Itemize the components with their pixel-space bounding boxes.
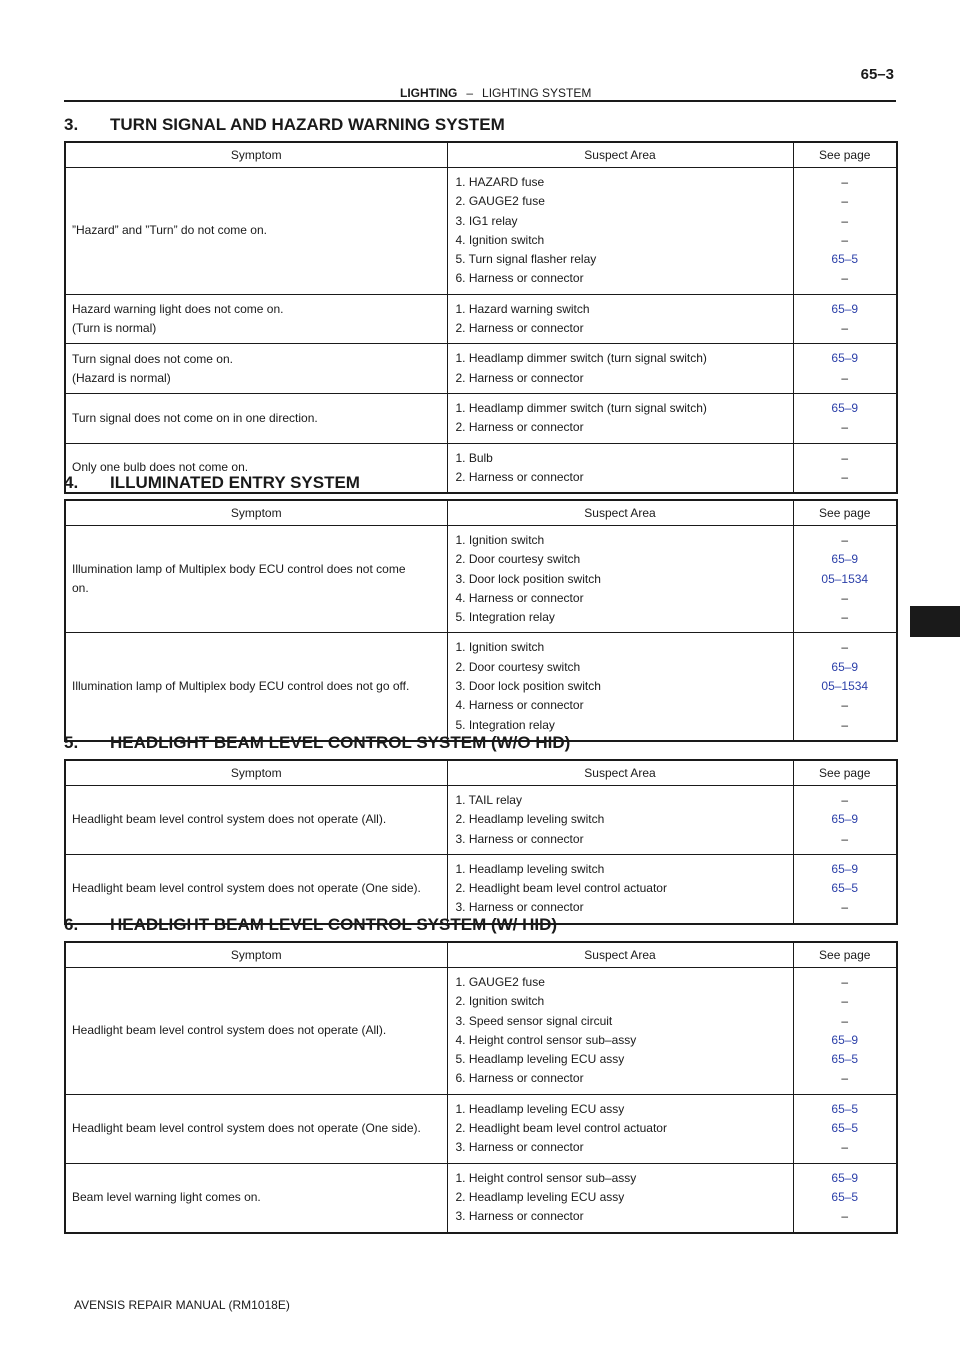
section-title [64, 913, 896, 937]
page-reference-link[interactable]: 65–9 [831, 1170, 859, 1185]
suspect-area-item: 1. GAUGE2 fuse [455, 975, 545, 989]
page-reference-none: – [841, 450, 849, 465]
table-row [65, 526, 897, 633]
symptom-text: Headlight beam level control system does not operate (One side). [72, 881, 421, 896]
page-reference-none: – [841, 1071, 849, 1086]
page-reference-none: – [841, 533, 849, 547]
see-page-header: See page [793, 142, 897, 168]
symptom-text: Hazard warning light does not come on. [72, 302, 284, 317]
see-page-header: See page [793, 760, 897, 786]
suspect-area-item: 6. Harness or connector [455, 1071, 584, 1086]
suspect-area-item: 1. TAIL relay [455, 793, 522, 807]
troubleshooting-table [64, 141, 898, 494]
suspect-area-item: 1. Hazard warning switch [455, 301, 590, 316]
see-page-cell [793, 968, 897, 1095]
suspect-area-cell [447, 344, 793, 394]
section-title-text: HEADLIGHT BEAM LEVEL CONTROL SYSTEM (W/ HID) [110, 915, 558, 934]
suspect-area-item: 4. Height control sensor sub–assy [455, 1032, 637, 1047]
header-separator: – [466, 86, 474, 100]
page-reference-none: – [841, 717, 849, 732]
page-reference-link[interactable]: 65–9 [831, 351, 859, 366]
page-reference-link[interactable]: 05–1534 [821, 571, 869, 586]
suspect-area-item: 1. HAZARD fuse [455, 175, 545, 189]
running-header [400, 86, 591, 100]
page-reference-none: – [841, 793, 849, 807]
suspect-area-cell [447, 393, 793, 443]
table-row [65, 1094, 897, 1163]
suspect-area-header: Suspect Area [447, 142, 793, 168]
page-reference-none: – [841, 831, 849, 846]
suspect-area-item: 1. Height control sensor sub–assy [455, 1170, 637, 1185]
see-page-cell [793, 633, 897, 741]
page-reference-none: – [841, 194, 849, 209]
suspect-area-item: 2. Harness or connector [455, 420, 584, 435]
page-reference-none: – [841, 698, 849, 713]
section-number: 6. [64, 915, 79, 934]
suspect-area-item: 3. Harness or connector [455, 831, 584, 846]
see-page-header: See page [793, 942, 897, 968]
suspect-area-cell [447, 1094, 793, 1163]
symptom-text: Turn signal does not come on in one direction. [72, 410, 318, 425]
suspect-area-item: 1. Headlamp leveling switch [455, 861, 605, 876]
troubleshooting-table [64, 941, 898, 1234]
chapter-name: LIGHTING [400, 86, 458, 100]
suspect-area-cell [447, 633, 793, 741]
page-reference-link[interactable]: 65–9 [831, 1032, 859, 1047]
suspect-area-header: Suspect Area [447, 942, 793, 968]
section-number: 3. [64, 115, 79, 134]
section-number: 4. [64, 473, 79, 492]
page-reference-link[interactable]: 65–5 [831, 1052, 859, 1067]
suspect-area-item: 3. Door lock position switch [455, 679, 601, 694]
suspect-area-item: 2. Headlight beam level control actuator [455, 1121, 667, 1136]
suspect-area-cell [447, 526, 793, 633]
suspect-area-item: 2. Harness or connector [455, 469, 584, 484]
suspect-area-item: 1. Bulb [455, 450, 493, 465]
symptom-text: Headlight beam level control system does not operate (All). [72, 1023, 387, 1038]
table-row [65, 1163, 897, 1232]
page-reference-link[interactable]: 65–9 [831, 812, 859, 827]
see-page-cell [793, 344, 897, 394]
symptom-text: Illumination lamp of Multiplex body ECU control does not come [72, 562, 406, 577]
page-reference-none: – [841, 1013, 849, 1028]
table-header-row [65, 942, 897, 968]
page-reference-link[interactable]: 65–9 [831, 659, 859, 674]
suspect-area-item: 6. Harness or connector [455, 271, 584, 286]
section-turn-signal [64, 113, 896, 494]
page-reference-link[interactable]: 65–5 [831, 1189, 859, 1204]
symptom-header: Symptom [65, 760, 447, 786]
table-row [65, 393, 897, 443]
table-header-row [65, 142, 897, 168]
symptom-cell [65, 786, 447, 855]
table-header-row [65, 760, 897, 786]
page-reference-none: – [841, 900, 849, 915]
section-beam-level-wo-hid [64, 731, 896, 925]
suspect-area-cell [447, 968, 793, 1095]
section-title-text: TURN SIGNAL AND HAZARD WARNING SYSTEM [110, 115, 505, 134]
suspect-area-item: 3. Harness or connector [455, 1140, 584, 1155]
suspect-area-cell [447, 786, 793, 855]
suspect-area-cell [447, 168, 793, 295]
see-page-cell [793, 526, 897, 633]
see-page-cell [793, 168, 897, 295]
suspect-area-item: 2. Harness or connector [455, 370, 584, 385]
page-reference-none: – [841, 175, 849, 189]
page-reference-link[interactable]: 05–1534 [821, 679, 869, 694]
page-number: 65–3 [860, 66, 894, 83]
section-illuminated-entry [64, 471, 896, 742]
suspect-area-cell [447, 1163, 793, 1232]
suspect-area-item: 1. Headlamp dimmer switch (turn signal switch) [455, 351, 707, 366]
see-page-cell [793, 786, 897, 855]
see-page-cell [793, 294, 897, 344]
symptom-text: Beam level warning light comes on. [72, 1190, 261, 1205]
page-reference-link[interactable]: 65–9 [831, 861, 859, 876]
symptom-cell [65, 393, 447, 443]
suspect-area-item: 4. Ignition switch [455, 232, 545, 247]
symptom-text: Illumination lamp of Multiplex body ECU control does not go off. [72, 679, 410, 694]
suspect-area-item: 5. Integration relay [455, 610, 555, 625]
manual-footer: AVENSIS REPAIR MANUAL (RM1018E) [74, 1298, 290, 1312]
suspect-area-item: 5. Integration relay [455, 717, 555, 732]
suspect-area-item: 4. Harness or connector [455, 698, 584, 713]
page-reference-none: – [841, 610, 849, 625]
symptom-text: (Turn is normal) [72, 321, 157, 336]
suspect-area-item: 3. Harness or connector [455, 1209, 584, 1224]
symptom-cell [65, 294, 447, 344]
symptom-header: Symptom [65, 942, 447, 968]
symptom-text: (Hazard is normal) [72, 370, 171, 385]
section-title [64, 471, 896, 495]
page-reference-link[interactable]: 65–5 [831, 1121, 859, 1136]
symptom-cell [65, 633, 447, 741]
suspect-area-item: 2. Headlamp leveling switch [455, 812, 605, 827]
page-reference-none: – [841, 590, 849, 605]
page-reference-none: – [841, 420, 849, 435]
table-row [65, 168, 897, 295]
section-title [64, 731, 896, 755]
section-title-text: HEADLIGHT BEAM LEVEL CONTROL SYSTEM (W/O HID) [110, 733, 571, 752]
page-reference-none: – [841, 213, 849, 228]
section-beam-level-w-hid [64, 913, 896, 1234]
troubleshooting-table [64, 759, 898, 925]
suspect-area-item: 2. Headlight beam level control actuator [455, 881, 667, 896]
suspect-area-item: 2. Door courtesy switch [455, 659, 581, 674]
page-reference-none: – [841, 975, 849, 989]
suspect-area-item: 3. Speed sensor signal circuit [455, 1013, 613, 1028]
section-title [64, 113, 896, 137]
page-reference-link[interactable]: 65–9 [831, 400, 859, 415]
symptom-header: Symptom [65, 142, 447, 168]
suspect-area-cell [447, 294, 793, 344]
page-reference-none: – [841, 1209, 849, 1224]
page-reference-link[interactable]: 65–9 [831, 301, 859, 316]
page-reference-link[interactable]: 65–9 [831, 552, 859, 567]
symptom-text: Headlight beam level control system does not operate (One side). [72, 1121, 421, 1136]
section-tab-marker [910, 606, 960, 637]
table-header-row [65, 500, 897, 526]
table-row [65, 786, 897, 855]
page-reference-none: – [841, 994, 849, 1009]
symptom-text: Only one bulb does not come on. [72, 460, 249, 475]
page-reference-none: – [841, 271, 849, 286]
suspect-area-header: Suspect Area [447, 760, 793, 786]
symptom-text: Headlight beam level control system does not operate (All). [72, 812, 387, 827]
see-page-cell [793, 1163, 897, 1232]
suspect-area-item: 1. Headlamp leveling ECU assy [455, 1101, 625, 1116]
page-reference-link[interactable]: 65–5 [831, 881, 859, 896]
suspect-area-item: 2. Door courtesy switch [455, 552, 581, 567]
see-page-cell [793, 393, 897, 443]
symptom-cell [65, 168, 447, 295]
suspect-area-item: 2. GAUGE2 fuse [455, 194, 545, 209]
page-reference-none: – [841, 1140, 849, 1155]
suspect-area-item: 3. Door lock position switch [455, 571, 601, 586]
suspect-area-item: 3. IG1 relay [455, 213, 518, 228]
suspect-area-item: 4. Harness or connector [455, 590, 584, 605]
suspect-area-item: 2. Headlamp leveling ECU assy [455, 1189, 625, 1204]
suspect-area-item: 1. Headlamp dimmer switch (turn signal switch) [455, 400, 707, 415]
page-reference-none: – [841, 321, 849, 336]
system-name: LIGHTING SYSTEM [482, 86, 592, 100]
symptom-header: Symptom [65, 500, 447, 526]
suspect-area-item: 5. Headlamp leveling ECU assy [455, 1052, 625, 1067]
see-page-cell [793, 1094, 897, 1163]
page-reference-none: – [841, 469, 849, 484]
symptom-text: Turn signal does not come on. [72, 351, 233, 366]
suspect-area-item: 5. Turn signal flasher relay [455, 252, 597, 267]
page-reference-none: – [841, 640, 849, 655]
symptom-cell [65, 344, 447, 394]
symptom-cell [65, 1094, 447, 1163]
page-reference-link[interactable]: 65–5 [831, 252, 859, 267]
see-page-header: See page [793, 500, 897, 526]
table-row [65, 633, 897, 741]
table-row [65, 294, 897, 344]
page-reference-none: – [841, 370, 849, 385]
suspect-area-item: 3. Harness or connector [455, 900, 584, 915]
page-reference-none: – [841, 232, 849, 247]
header-rule [64, 100, 896, 102]
section-title-text: ILLUMINATED ENTRY SYSTEM [110, 473, 360, 492]
suspect-area-item: 2. Harness or connector [455, 321, 584, 336]
symptom-cell [65, 1163, 447, 1232]
symptom-cell [65, 968, 447, 1095]
symptom-text: on. [72, 581, 89, 596]
table-row [65, 968, 897, 1095]
suspect-area-item: 2. Ignition switch [455, 994, 545, 1009]
suspect-area-header: Suspect Area [447, 500, 793, 526]
troubleshooting-table [64, 499, 898, 742]
symptom-text: ”Hazard” and ”Turn” do not come on. [72, 223, 267, 238]
suspect-area-item: 1. Ignition switch [455, 533, 545, 547]
section-number: 5. [64, 733, 79, 752]
page-reference-link[interactable]: 65–5 [831, 1101, 859, 1116]
suspect-area-item: 1. Ignition switch [455, 640, 545, 655]
table-row [65, 344, 897, 394]
symptom-cell [65, 526, 447, 633]
